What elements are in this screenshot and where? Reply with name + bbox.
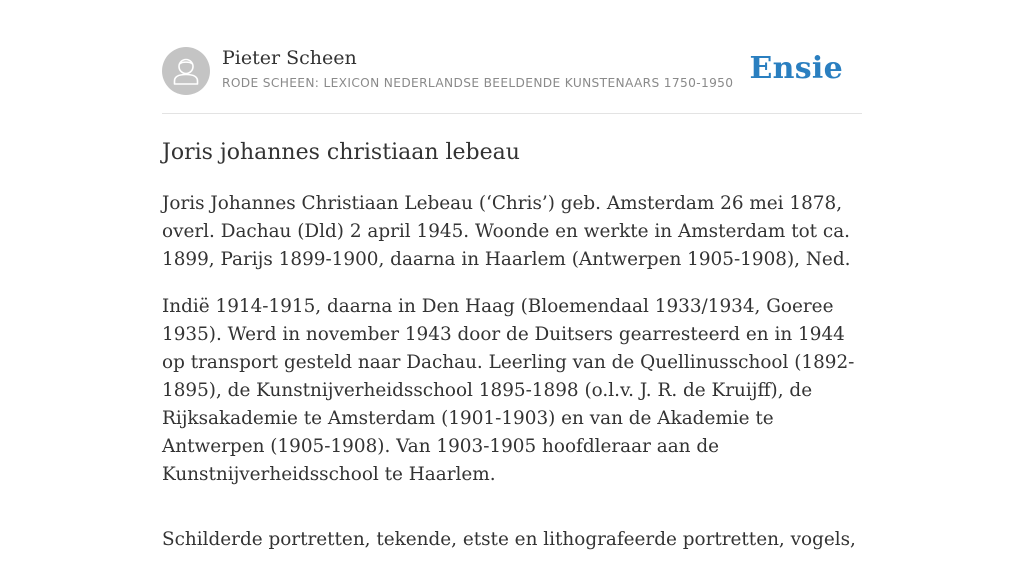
divider <box>162 113 862 114</box>
author-name[interactable]: Pieter Scheen <box>222 47 357 69</box>
source-title[interactable]: RODE SCHEEN: LEXICON NEDERLANDSE BEELDENDE KUNSTENAARS 1750-1950 <box>222 76 734 90</box>
paragraph: Schilderde portretten, tekende, etste en lithografeerde portretten, vogels, <box>162 529 856 550</box>
paragraph: Joris Johannes Christiaan Lebeau (‘Chris’) geb. Amsterdam 26 mei 1878, overl. Dachau (Dld) 2 april 1945. Woonde en werkte in Amsterdam tot ca. 1899, Parijs 1899-1900, daarna in Haarlem (Antwerpen 1905-1908), Ned. <box>162 193 851 270</box>
paragraph: Indië 1914-1915, daarna in Den Haag (Bloemendaal 1933/1934, Goeree 1935). Werd in november 1943 door de Duitsers gearresteerd en in 1944 op transport gesteld naar Dachau. Leerling van de Quellinusschool (1892-1895), de Kunstnijverheidsschool 1895-1898 (o.l.v. J. R. de Kruijff), de Rijksakademie te Amsterdam (1901-1903) en van de Akademie te Antwerpen (1905-1908). Van 1903-1905 hoofdleraar aan de Kunstnijverheidsschool te Haarlem. <box>162 296 855 485</box>
user-icon <box>162 47 210 95</box>
avatar[interactable] <box>162 47 210 95</box>
ensie-logo[interactable]: Ensie <box>749 51 843 86</box>
header <box>162 46 862 96</box>
page-title: Joris johannes christiaan lebeau <box>162 140 520 165</box>
article-body <box>162 190 862 573</box>
